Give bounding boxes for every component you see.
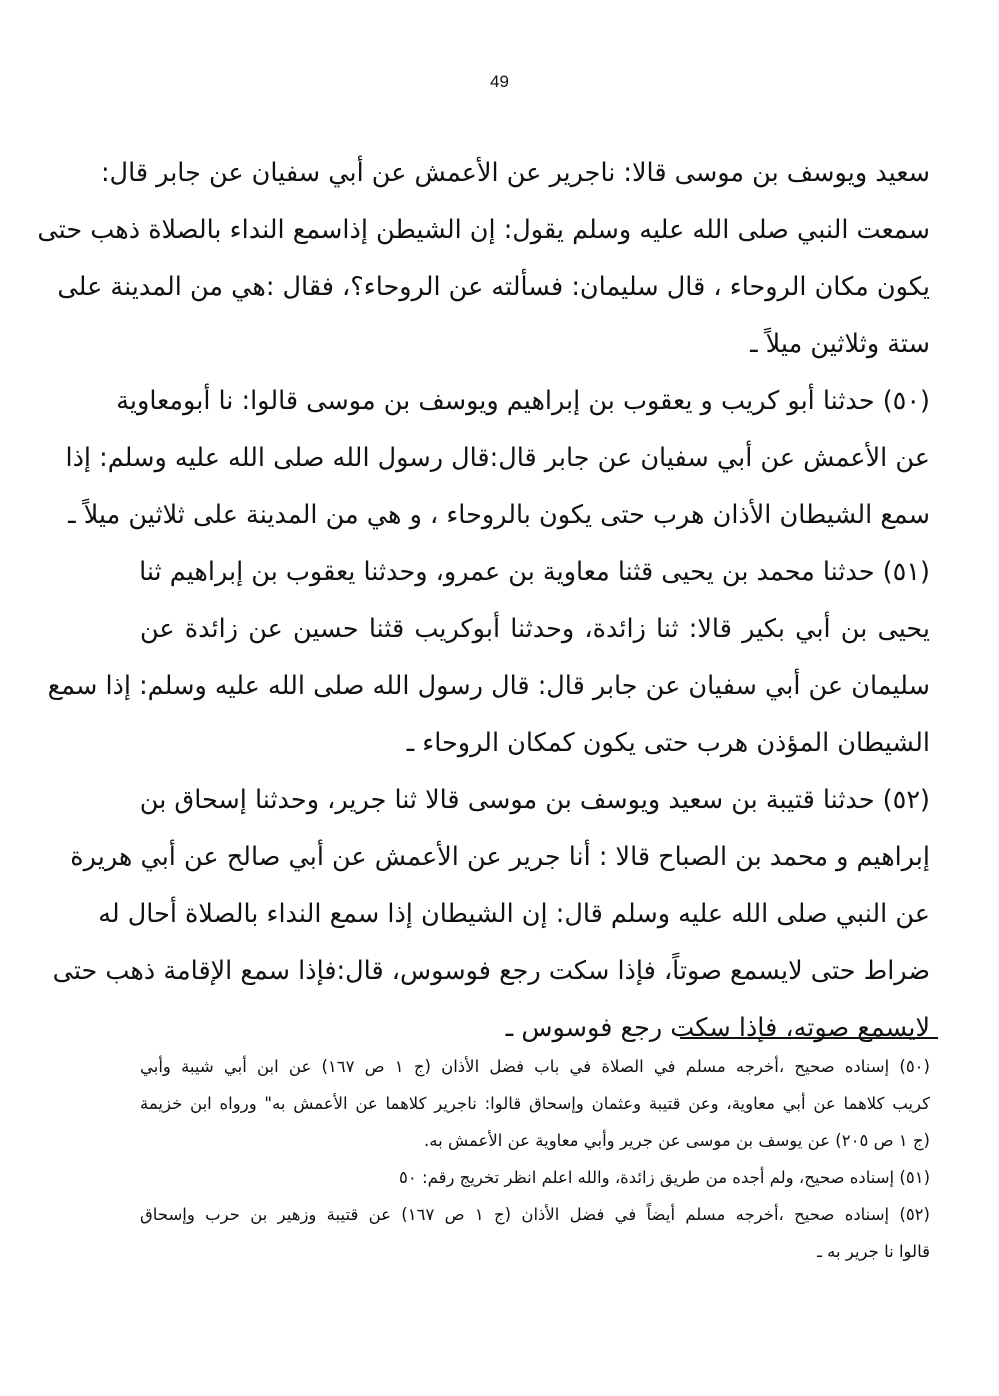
text-line: سمع الشيطان الأذان هرب حتى يكون بالروحاء ، و هي من المدينة على ثلاثين ميلاً ـ <box>68 500 930 530</box>
footnotes <box>140 1048 930 1270</box>
footnote-line: (٥٢) إسناده صحيح ،أخرجه مسلم أيضاً في فضل الأذان (ج ١ ص ١٦٧) عن قتيبة وزهير بن حرب وإسحاق <box>140 1205 930 1224</box>
footnote-line: (٥٠) إسناده صحيح ،أخرجه مسلم في الصلاة في باب فضل الأذان (ج ١ ص ١٦٧) عن ابن أبي شيبة وأبي <box>140 1057 930 1076</box>
text-line: إبراهيم و محمد بن الصباح قالا : أنا جرير عن الأعمش عن أبي صالح عن أبي هريرة <box>70 842 930 872</box>
text-line: ضراط حتى لايسمع صوتاً، فإذا سكت رجع فوسوس، قال:فإذا سمع الإقامة ذهب حتى <box>52 956 930 986</box>
footnote-divider <box>680 1037 938 1039</box>
text-line: سمعت النبي صلى الله عليه وسلم يقول: إن الشيطن إذاسمع النداء بالصلاة ذهب حتى <box>37 215 930 245</box>
text-line: (٥٠) حدثنا أبو كريب و يعقوب بن إبراهيم ويوسف بن موسى قالوا: نا أبومعاوية <box>116 386 930 416</box>
footnote-line: كريب كلاهما عن أبي معاوية، وعن قتيبة وعثمان وإسحاق قالوا: ناجرير كلاهما عن الأعمش به" ورواه ابن خزيمة <box>140 1094 930 1113</box>
text-line: ستة وثلاثين ميلاً ـ <box>750 329 930 359</box>
text-line: يكون مكان الروحاء ، قال سليمان: فسألته عن الروحاء؟، فقال :هي من المدينة على <box>57 272 930 302</box>
text-line: الشيطان المؤذن هرب حتى يكون كمكان الروحاء ـ <box>406 728 930 758</box>
main-text <box>37 145 930 1057</box>
page-number: 49 <box>490 72 509 91</box>
footnote-line: قالوا نا جرير به ـ <box>817 1242 930 1261</box>
text-line: سليمان عن أبي سفيان عن جابر قال: قال رسول الله صلى الله عليه وسلم: إذا سمع <box>47 671 930 701</box>
text-line: (٥١) حدثنا محمد بن يحيى قثنا معاوية بن عمرو، وحدثنا يعقوب بن إبراهيم ثنا <box>139 557 930 587</box>
text-line: (٥٢) حدثنا قتيبة بن سعيد ويوسف بن موسى قالا ثنا جرير، وحدثنا إسحاق بن <box>139 785 930 815</box>
footnote-line: (ج ١ ص ٢٠٥) عن يوسف بن موسى عن جرير وأبي معاوية عن الأعمش به. <box>424 1131 930 1150</box>
text-line: يحيى بن أبي بكير قالا: ثنا زائدة، وحدثنا أبوكريب قثنا حسين عن زائدة عن <box>140 614 930 644</box>
text-line: عن النبي صلى الله عليه وسلم قال: إن الشيطان إذا سمع النداء بالصلاة أحال له <box>98 899 930 929</box>
footnote-line: (٥١) إسناده صحيح، ولم أجده من طريق زائدة، والله اعلم انظر تخريج رقم: ٥٠ <box>399 1168 930 1187</box>
text-line: لايسمع صوته، فإذا سكت رجع فوسوس ـ <box>505 1013 930 1043</box>
text-line: سعيد ويوسف بن موسى قالا: ناجرير عن الأعمش عن أبي سفيان عن جابر قال: <box>100 158 930 188</box>
text-line: عن الأعمش عن أبي سفيان عن جابر قال:قال رسول الله صلى الله عليه وسلم: إذا <box>65 443 930 473</box>
